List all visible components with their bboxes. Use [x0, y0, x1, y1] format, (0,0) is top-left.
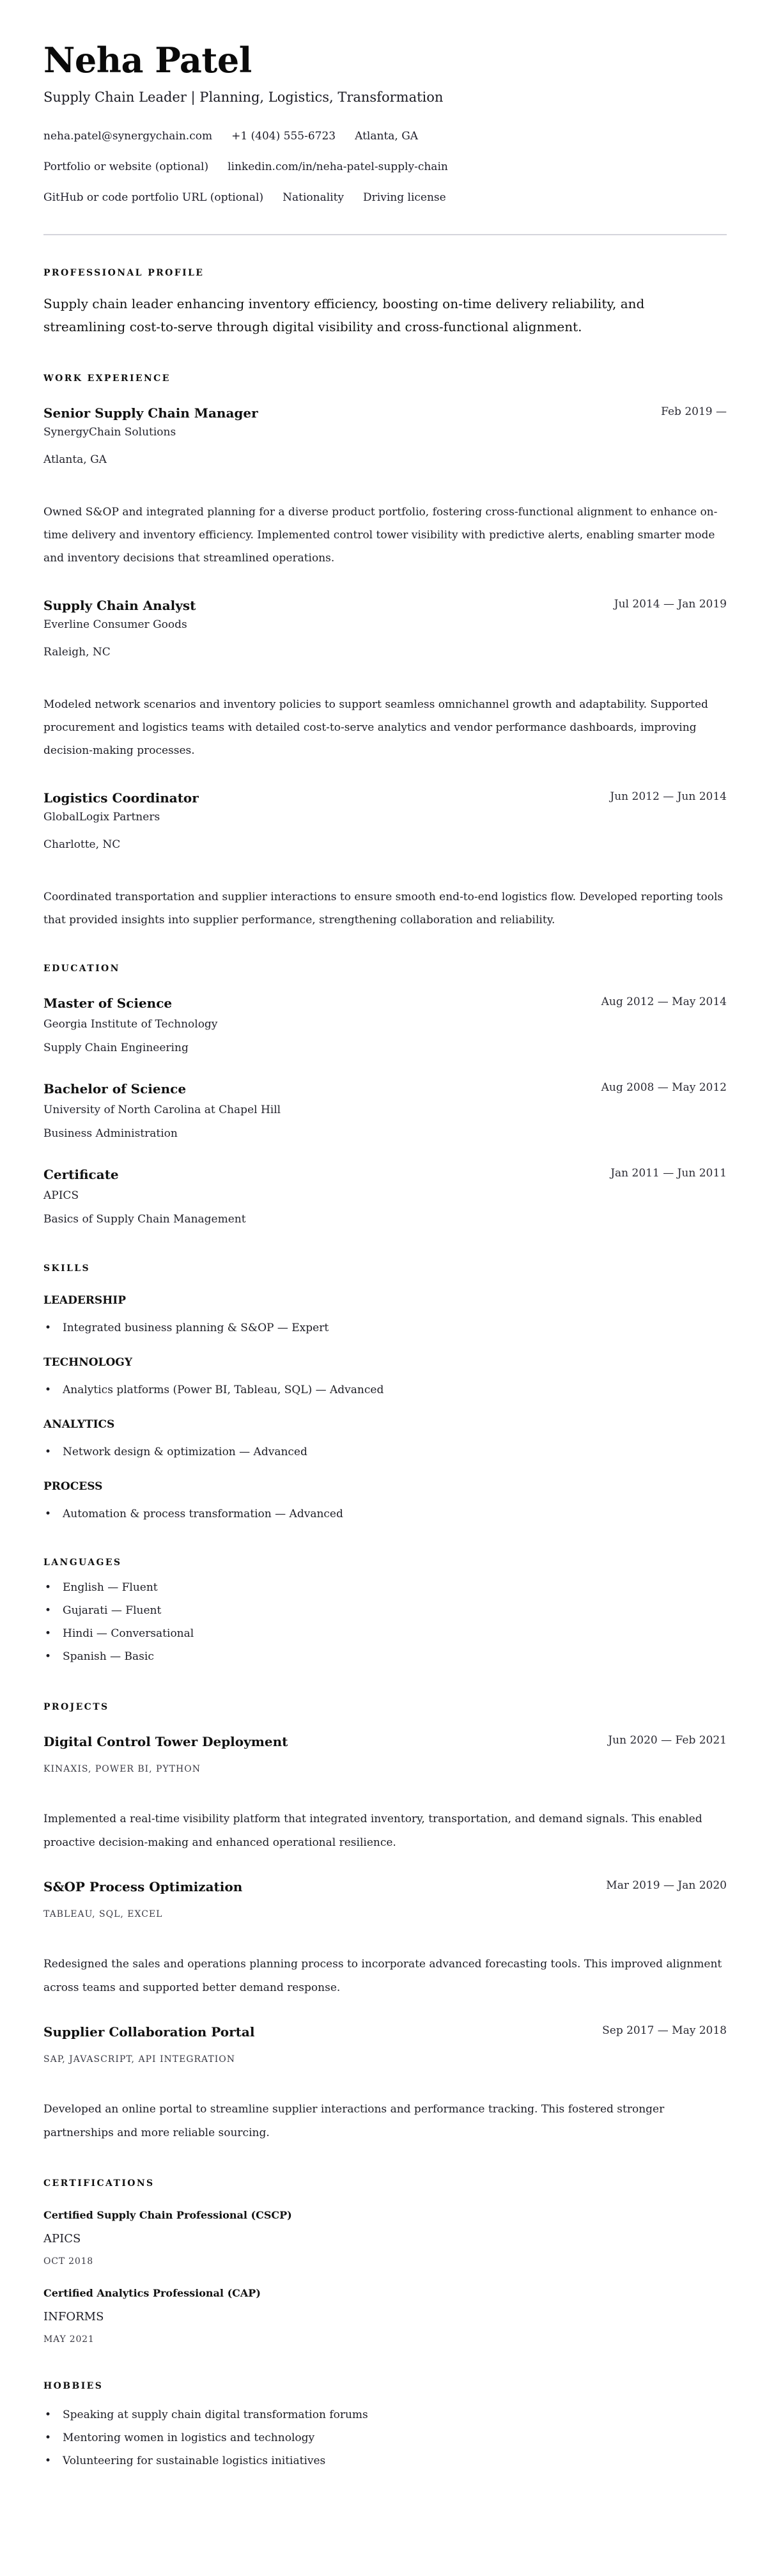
- certification-name: Certified Analytics Professional (CAP): [43, 2287, 261, 2299]
- languages-section: [43, 1556, 727, 1668]
- institution: APICS: [43, 1189, 79, 1202]
- experience-item: [43, 789, 727, 932]
- header-divider: [43, 234, 727, 235]
- project-tech-tags: TABLEAU, SQL, EXCEL: [43, 1909, 163, 1919]
- phone: +1 (404) 555-6723: [231, 130, 336, 143]
- projects-section: [43, 1701, 727, 2145]
- institution: University of North Carolina at Chapel Hill: [43, 1104, 281, 1116]
- education-date: Jan 2011 — Jun 2011: [610, 1167, 727, 1180]
- certification-name: Certified Supply Chain Professional (CSCP): [43, 2209, 292, 2221]
- degree: Bachelor of Science: [43, 1081, 187, 1097]
- field-of-study: Supply Chain Engineering: [43, 1042, 189, 1054]
- skills-section: [43, 1262, 727, 1523]
- field-of-study: Business Administration: [43, 1127, 178, 1140]
- education-item: [43, 994, 727, 1057]
- job-location: Atlanta, GA: [43, 453, 107, 466]
- certification-issuer: APICS: [43, 2232, 81, 2245]
- project-date: Jun 2020 — Feb 2021: [608, 1734, 727, 1747]
- degree: Master of Science: [43, 995, 173, 1011]
- experience-item: [43, 597, 727, 762]
- company: GlobalLogix Partners: [43, 811, 160, 824]
- skill-item: • Analytics platforms (Power BI, Tableau, SQL) — Advanced: [43, 1381, 727, 1399]
- project-date: Sep 2017 — May 2018: [602, 2024, 727, 2037]
- language-item: • Spanish — Basic: [43, 1645, 727, 1668]
- language-item: • English — Fluent: [43, 1576, 727, 1599]
- project-item: [43, 2023, 727, 2145]
- skill-category-name: ANALYTICS: [43, 1418, 115, 1431]
- language-item: • Hindi — Conversational: [43, 1622, 727, 1645]
- certification-date: MAY 2021: [43, 2334, 95, 2345]
- contact-row: [43, 127, 727, 146]
- portfolio-link[interactable]: Portfolio or website (optional): [43, 160, 209, 173]
- driving-license: Driving license: [363, 191, 446, 204]
- section-heading: PROJECTS: [43, 1702, 109, 1712]
- linkedin-link[interactable]: linkedin.com/in/neha-patel-supply-chain: [228, 160, 448, 173]
- certification-date: OCT 2018: [43, 2256, 94, 2267]
- job-description: Owned S&OP and integrated planning for a diverse product portfolio, fostering cross-functional alignment to enhance on-time delivery and inventory efficiency. Implemented control tower visibility with predictive alerts, enabling smarter mode and inventory decisions that streamlined operations.: [43, 506, 718, 565]
- skill-category: [43, 1479, 727, 1523]
- experience-item: [43, 404, 727, 570]
- company: SynergyChain Solutions: [43, 426, 176, 439]
- skill-category-name: LEADERSHIP: [43, 1294, 127, 1307]
- job-title: Supply Chain Analyst: [43, 598, 196, 613]
- job-title: Logistics Coordinator: [43, 790, 199, 806]
- job-date: Jun 2012 — Jun 2014: [610, 790, 727, 803]
- education-section: [43, 962, 727, 1228]
- field-of-study: Basics of Supply Chain Management: [43, 1213, 246, 1226]
- job-title: Senior Supply Chain Manager: [43, 405, 258, 421]
- job-location: Raleigh, NC: [43, 646, 111, 659]
- job-date: Jul 2014 — Jan 2019: [614, 598, 727, 611]
- section-heading: EDUCATION: [43, 964, 120, 974]
- certifications-section: [43, 2177, 727, 2346]
- profile-section: [43, 267, 727, 338]
- job-description: Modeled network scenarios and inventory policies to support seamless omnichannel growth and adaptability. Supported procurement and logistics teams with detailed cost-to-serve analytics and vendor performance dashboards, improving decision-making processes.: [43, 698, 708, 757]
- skill-category: [43, 1355, 727, 1399]
- certification-issuer: INFORMS: [43, 2310, 104, 2323]
- hobbies-section: [43, 2380, 727, 2472]
- section-heading: WORK EXPERIENCE: [43, 373, 171, 384]
- company: Everline Consumer Goods: [43, 618, 187, 631]
- skill-item: • Integrated business planning & S&OP — Expert: [43, 1319, 727, 1337]
- project-date: Mar 2019 — Jan 2020: [606, 1879, 727, 1892]
- location: Atlanta, GA: [355, 130, 419, 143]
- education-item: [43, 1080, 727, 1143]
- section-heading: SKILLS: [43, 1263, 91, 1274]
- project-tech-tags: KINAXIS, POWER BI, PYTHON: [43, 1764, 201, 1774]
- certification-item: [43, 2208, 727, 2268]
- section-heading: CERTIFICATIONS: [43, 2178, 155, 2189]
- education-date: Aug 2012 — May 2014: [601, 995, 727, 1008]
- project-description: Developed an online portal to streamline supplier interactions and performance tracking. This fostered stronger partnerships and more reliable sourcing.: [43, 2103, 665, 2139]
- contact-row: [43, 188, 727, 207]
- skill-item: • Network design & optimization — Advanced: [43, 1443, 727, 1461]
- hobby-item: • Mentoring women in logistics and technology: [43, 2426, 727, 2449]
- project-item: [43, 1878, 727, 2000]
- project-tech-tags: SAP, JAVASCRIPT, API INTEGRATION: [43, 2054, 235, 2065]
- headline: Supply Chain Leader | Planning, Logistics, Transformation: [43, 90, 444, 105]
- resume-header: [43, 41, 727, 207]
- institution: Georgia Institute of Technology: [43, 1018, 218, 1031]
- hobby-item: • Volunteering for sustainable logistics initiatives: [43, 2449, 727, 2472]
- profile-summary: Supply chain leader enhancing inventory efficiency, boosting on-time delivery reliability, and streamlining cost-to-serve through digital visibility and cross-functional alignment.: [43, 296, 645, 334]
- project-title: Digital Control Tower Deployment: [43, 1734, 288, 1749]
- certification-item: [43, 2286, 727, 2346]
- degree: Certificate: [43, 1167, 119, 1182]
- project-description: Redesigned the sales and operations planning process to incorporate advanced forecasting tools. This improved alignment across teams and supported better demand response.: [43, 1958, 722, 1994]
- email-link[interactable]: neha.patel@synergychain.com: [43, 130, 213, 143]
- skill-category: [43, 1293, 727, 1337]
- job-location: Charlotte, NC: [43, 838, 121, 851]
- contact-row: [43, 157, 727, 176]
- education-date: Aug 2008 — May 2012: [601, 1081, 727, 1094]
- nationality: Nationality: [283, 191, 345, 204]
- project-title: S&OP Process Optimization: [43, 1879, 243, 1894]
- hobby-item: • Speaking at supply chain digital transformation forums: [43, 2403, 727, 2426]
- job-description: Coordinated transportation and supplier interactions to ensure smooth end-to-end logistics flow. Developed reporting tools that provided insights into supplier performance, strengthening collaboration and reliability.: [43, 891, 724, 926]
- skill-category-name: PROCESS: [43, 1480, 103, 1493]
- skill-item: • Automation & process transformation — Advanced: [43, 1505, 727, 1523]
- project-description: Implemented a real-time visibility platform that integrated inventory, transportation, and demand signals. This enabled proactive decision-making and enhanced operational resilience.: [43, 1813, 702, 1849]
- education-item: [43, 1166, 727, 1228]
- experience-section: [43, 372, 727, 932]
- skill-category-name: TECHNOLOGY: [43, 1356, 132, 1369]
- project-title: Supplier Collaboration Portal: [43, 2024, 255, 2040]
- skill-category: [43, 1417, 727, 1461]
- section-heading: PROFESSIONAL PROFILE: [43, 268, 205, 278]
- section-heading: HOBBIES: [43, 2381, 104, 2391]
- job-date: Feb 2019 —: [661, 405, 727, 418]
- project-item: [43, 1733, 727, 1855]
- section-heading: LANGUAGES: [43, 1557, 122, 1568]
- github-link[interactable]: GitHub or code portfolio URL (optional): [43, 191, 264, 204]
- language-item: • Gujarati — Fluent: [43, 1599, 727, 1622]
- candidate-name: Neha Patel: [43, 40, 252, 81]
